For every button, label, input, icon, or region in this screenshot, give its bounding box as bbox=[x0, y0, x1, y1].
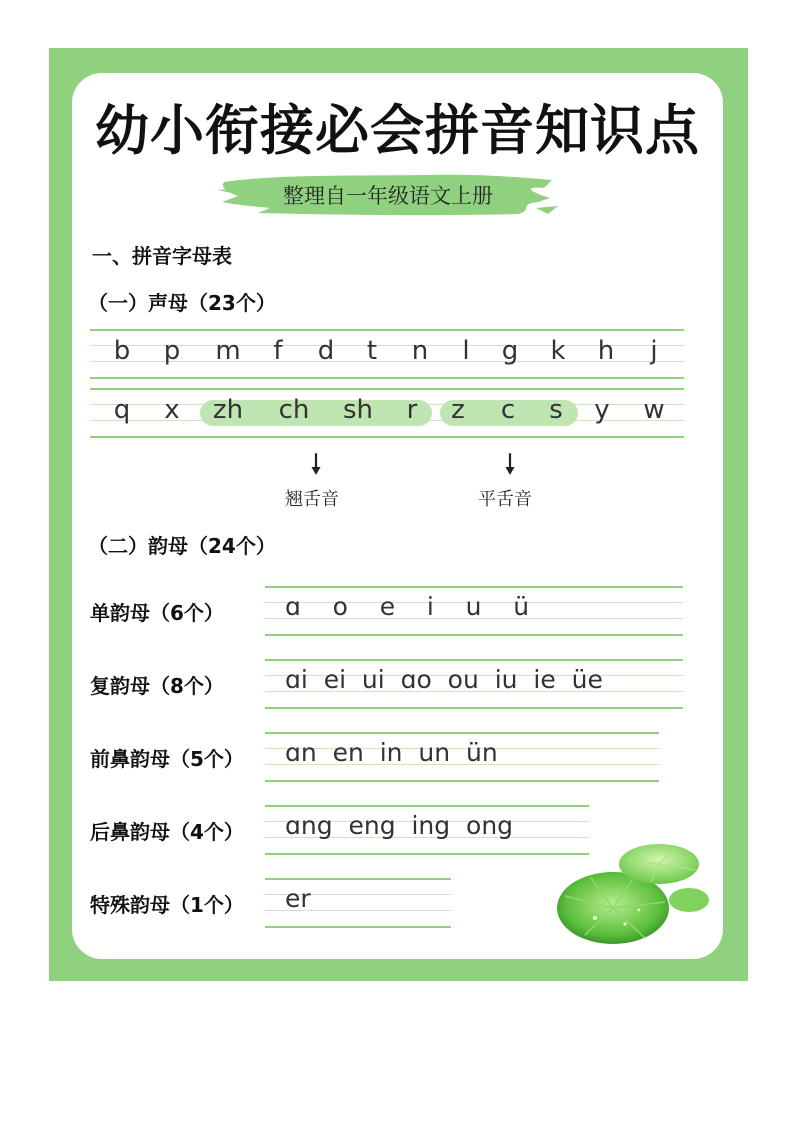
subtitle-text: 整理自一年级语文上册 bbox=[283, 184, 493, 208]
initial-letter: z bbox=[451, 395, 465, 425]
page-title: 幼小衔接必会拼音知识点 bbox=[95, 99, 700, 162]
initial-letter: sh bbox=[342, 395, 374, 425]
retroflex-label: 翘舌音 bbox=[285, 489, 339, 510]
initial-letter: f bbox=[273, 336, 283, 366]
initial-letter: s bbox=[549, 395, 563, 425]
initial-letter: p bbox=[163, 336, 181, 366]
initial-letter: n bbox=[411, 336, 429, 366]
initial-letter: j bbox=[650, 336, 658, 366]
initial-letter: d bbox=[317, 336, 335, 366]
back-nasal-text: ɑng eng ing ong bbox=[285, 811, 514, 840]
finals-heading: （二）韵母（24个） bbox=[88, 534, 276, 558]
initial-letter: r bbox=[406, 395, 418, 425]
initial-letter: x bbox=[164, 395, 180, 425]
arrow-down-icon: 🠗 bbox=[309, 448, 322, 481]
initial-letter: h bbox=[597, 336, 615, 366]
initial-letter: g bbox=[501, 336, 519, 366]
initial-letter: c bbox=[500, 395, 516, 425]
lotus-leaf-icon bbox=[555, 840, 715, 950]
initial-letter: m bbox=[215, 336, 241, 366]
initial-letter: l bbox=[462, 336, 470, 366]
initial-letter: t bbox=[366, 336, 378, 366]
front-nasal-label: 前鼻韵母（5个） bbox=[90, 747, 244, 771]
special-final-label: 特殊韵母（1个） bbox=[90, 893, 244, 917]
subtitle-banner bbox=[218, 168, 558, 220]
initial-letter: q bbox=[113, 395, 131, 425]
compound-finals-text: ɑi ei ui ɑo ou iu ie üe bbox=[285, 665, 603, 694]
single-finals-text: ɑ o e i u ü bbox=[285, 592, 530, 621]
flat-tongue-label: 平舌音 bbox=[478, 489, 532, 510]
special-final-text: er bbox=[285, 884, 311, 913]
section-heading-alphabet: 一、拼音字母表 bbox=[92, 244, 232, 268]
front-nasal-text: ɑn en in un ün bbox=[285, 738, 498, 767]
initial-letter: ch bbox=[278, 395, 310, 425]
compound-finals-label: 复韵母（8个） bbox=[90, 674, 224, 698]
initial-letter: w bbox=[643, 395, 665, 425]
back-nasal-label: 后鼻韵母（4个） bbox=[90, 820, 244, 844]
initial-letter: y bbox=[594, 395, 610, 425]
initials-heading: （一）声母（23个） bbox=[88, 291, 276, 315]
initial-letter: b bbox=[113, 336, 131, 366]
initial-letter: k bbox=[550, 336, 566, 366]
initial-letter: zh bbox=[212, 395, 244, 425]
arrow-down-icon: 🠗 bbox=[503, 448, 516, 481]
single-finals-label: 单韵母（6个） bbox=[90, 601, 224, 625]
